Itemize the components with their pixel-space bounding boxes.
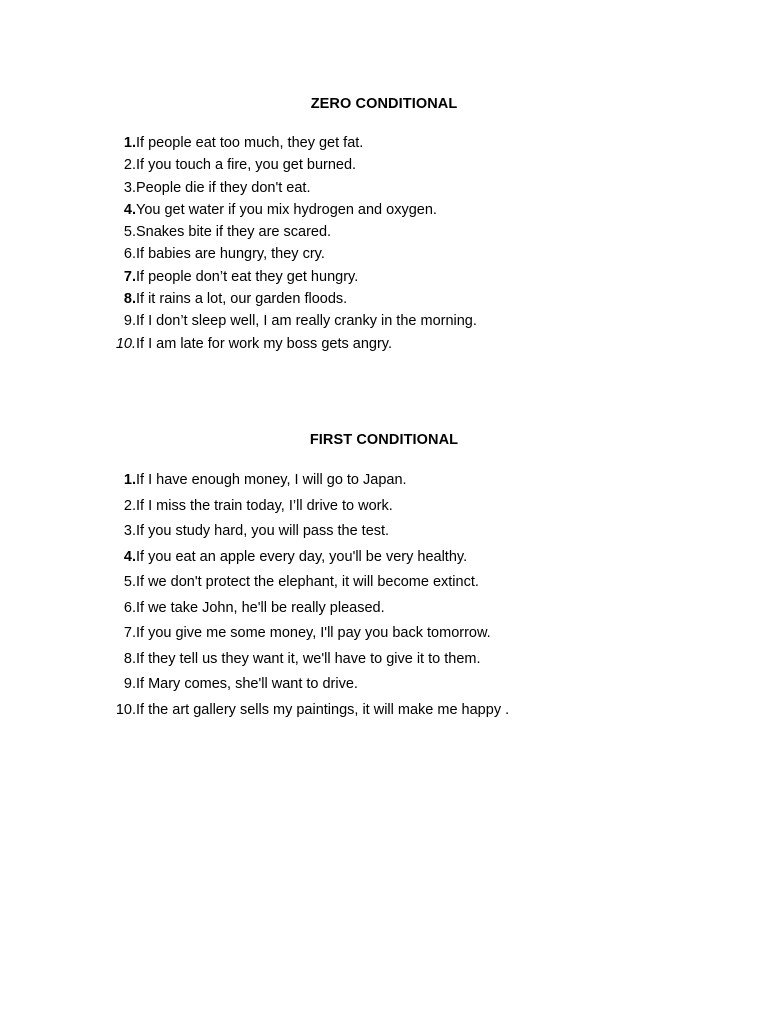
list-item — [111, 621, 509, 647]
first-conditional-heading: FIRST CONDITIONAL — [309, 432, 459, 448]
list-item — [111, 545, 509, 571]
item-number: 7. — [123, 268, 136, 285]
item-text: If we take John, he'll be really pleased. — [136, 599, 385, 616]
item-number: 5. — [123, 224, 136, 241]
item-text: If I am late for work my boss gets angry. — [136, 335, 392, 352]
item-text: If we don't protect the elephant, it will become extinct. — [136, 574, 479, 590]
item-number: 1. — [123, 472, 136, 488]
item-number: 2. — [123, 497, 136, 514]
item-number: 10. — [115, 335, 136, 352]
item-text: People die if they don't eat. — [136, 179, 311, 196]
list-item — [111, 672, 509, 698]
item-number: 10. — [115, 701, 136, 718]
list-item — [111, 333, 477, 355]
list-item — [111, 243, 477, 265]
list-item — [111, 596, 509, 622]
item-text: If I don’t sleep well, I am really cranky in the morning. — [136, 313, 477, 330]
item-number: 4. — [123, 201, 136, 218]
list-item — [111, 647, 509, 673]
item-text: If the art gallery sells my paintings, it will make me happy . — [136, 701, 510, 718]
item-text: Snakes bite if they are scared. — [136, 224, 332, 241]
list-item — [111, 519, 509, 545]
item-number: 6. — [123, 599, 136, 616]
first-conditional-section — [0, 430, 768, 718]
list-item — [111, 494, 509, 520]
item-number: 8. — [123, 650, 136, 667]
item-text: If you touch a fire, you get burned. — [136, 157, 357, 174]
item-number: 5. — [123, 574, 136, 590]
item-text: If people eat too much, they get fat. — [136, 135, 364, 151]
item-number: 3. — [123, 523, 136, 539]
item-number: 9. — [123, 676, 136, 692]
list-item — [111, 698, 509, 724]
item-text: If I have enough money, I will go to Japan. — [136, 472, 407, 488]
item-number: 4. — [123, 548, 136, 565]
item-text: If I miss the train today, I’ll drive to work. — [136, 497, 393, 514]
item-text: If babies are hungry, they cry. — [136, 246, 325, 263]
list-item — [111, 310, 477, 332]
item-number: 2. — [123, 157, 136, 174]
item-text: If you eat an apple every day, you'll be very healthy. — [136, 548, 468, 565]
item-number: 9. — [123, 313, 136, 330]
item-text: You get water if you mix hydrogen and oxygen. — [136, 201, 437, 218]
item-text: If they tell us they want it, we'll have to give it to them. — [136, 650, 481, 667]
item-number: 8. — [123, 291, 136, 308]
item-number: 1. — [123, 135, 136, 151]
list-item — [111, 266, 477, 288]
item-text: If it rains a lot, our garden floods. — [136, 291, 348, 308]
item-text: If you study hard, you will pass the test. — [136, 523, 390, 539]
item-text: If Mary comes, she'll want to drive. — [136, 676, 358, 692]
list-item — [111, 468, 509, 494]
item-text: If people don’t eat they get hungry. — [136, 268, 359, 285]
zero-conditional-list — [111, 132, 477, 355]
item-number: 7. — [123, 625, 136, 641]
list-item — [111, 288, 477, 310]
list-item — [111, 177, 477, 199]
item-number: 3. — [123, 179, 136, 196]
zero-conditional-heading: ZERO CONDITIONAL — [310, 96, 458, 112]
list-item — [111, 570, 509, 596]
list-item — [111, 132, 477, 154]
list-item — [111, 154, 477, 176]
zero-conditional-section — [0, 94, 768, 352]
item-text: If you give me some money, I'll pay you back tomorrow. — [136, 625, 491, 641]
list-item — [111, 221, 477, 243]
list-item — [111, 199, 477, 221]
first-conditional-list — [111, 468, 509, 723]
item-number: 6. — [123, 246, 136, 263]
